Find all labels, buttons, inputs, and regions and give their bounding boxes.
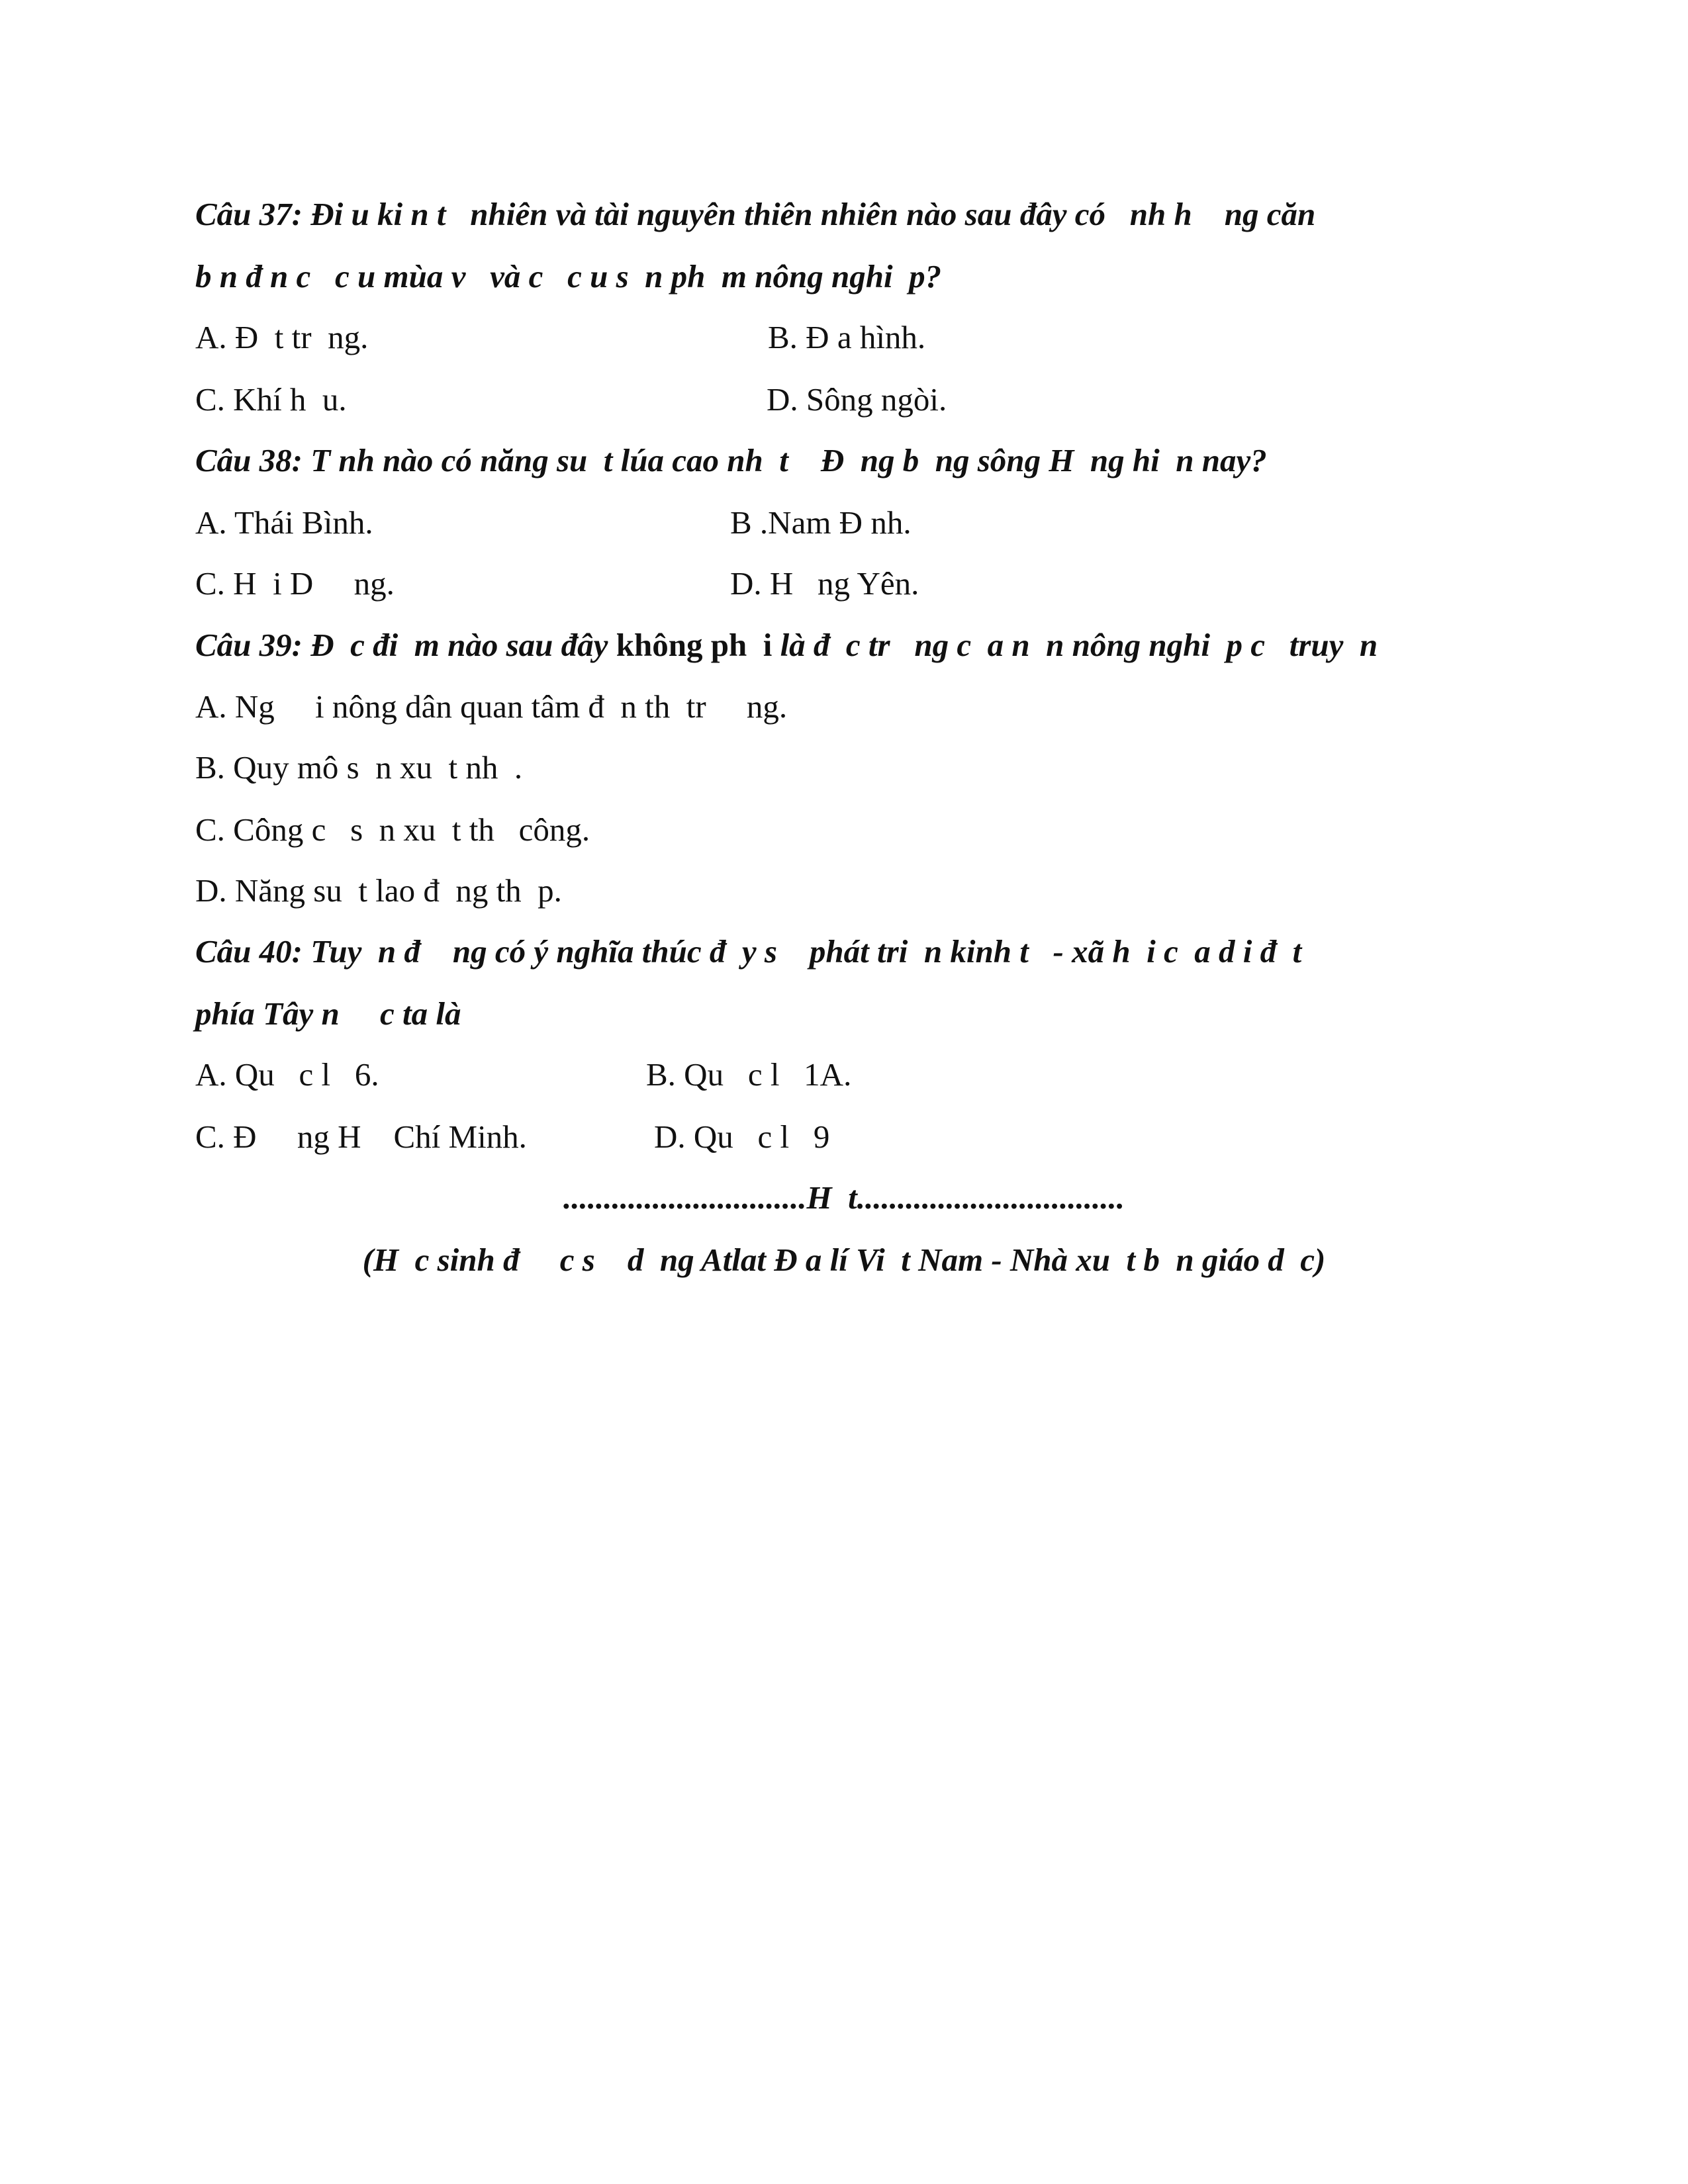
question-39-option-d: D. Năng su t lao đ ng th p. bbox=[195, 872, 562, 909]
question-37-option-d: D. Sông ngòi. bbox=[767, 381, 947, 418]
end-marker: ..............................H t................................. bbox=[563, 1179, 1125, 1216]
question-40-option-a: A. Qu c l 6. bbox=[195, 1056, 379, 1093]
footer-note: (H c sinh đ c s d ng Atlat Đ a lí Vi t Nam - Nhà xu t b n giáo d c) bbox=[362, 1242, 1326, 1278]
question-39-option-a: A. Ng i nông dân quan tâm đ n th tr ng. bbox=[195, 688, 788, 725]
question-39-emphasis: không ph i bbox=[616, 627, 773, 663]
question-39-option-b: B. Quy mô s n xu t nh . bbox=[195, 749, 523, 786]
question-37-line-1: Câu 37: Đi u ki n t nhiên và tài nguyên thiên nhiên nào sau đây có nh h ng căn bbox=[195, 196, 1316, 232]
question-39-stem-start: Câu 39: Đ c đi m nào sau đây bbox=[195, 627, 616, 663]
question-38-option-a: A. Thái Bình. bbox=[195, 504, 373, 541]
question-40-line-1: Câu 40: Tuy n đ ng có ý nghĩa thúc đ y s phát tri n kinh t - xã h i c a d i đ t bbox=[195, 933, 1302, 970]
question-39-stem-end: là đ c tr ng c a n n nông nghi p c truy n bbox=[772, 627, 1378, 663]
question-37-option-a: A. Đ t tr ng. bbox=[195, 319, 369, 355]
question-40-option-b: B. Qu c l 1A. bbox=[646, 1056, 852, 1093]
question-38-option-d: D. H ng Yên. bbox=[730, 565, 919, 602]
question-38-line-1: Câu 38: T nh nào có năng su t lúa cao nh t Đ ng b ng sông H ng hi n nay? bbox=[195, 442, 1267, 478]
question-39-option-c: C. Công c s n xu t th công. bbox=[195, 811, 590, 848]
question-37-option-c: C. Khí h u. bbox=[195, 381, 347, 418]
question-38-option-b: B .Nam Đ nh. bbox=[730, 504, 912, 541]
question-39-line-1 bbox=[195, 625, 1378, 665]
question-37-line-2: b n đ n c c u mùa v và c c u s n ph m nông nghi p? bbox=[195, 258, 942, 295]
question-40-option-d: D. Qu c l 9 bbox=[654, 1118, 830, 1155]
question-38-option-c: C. H i D ng. bbox=[195, 565, 395, 602]
question-40-option-c: C. Đ ng H Chí Minh. bbox=[195, 1118, 527, 1155]
question-40-line-2: phía Tây n c ta là bbox=[195, 995, 461, 1032]
question-37-option-b: B. Đ a hình. bbox=[768, 319, 926, 355]
